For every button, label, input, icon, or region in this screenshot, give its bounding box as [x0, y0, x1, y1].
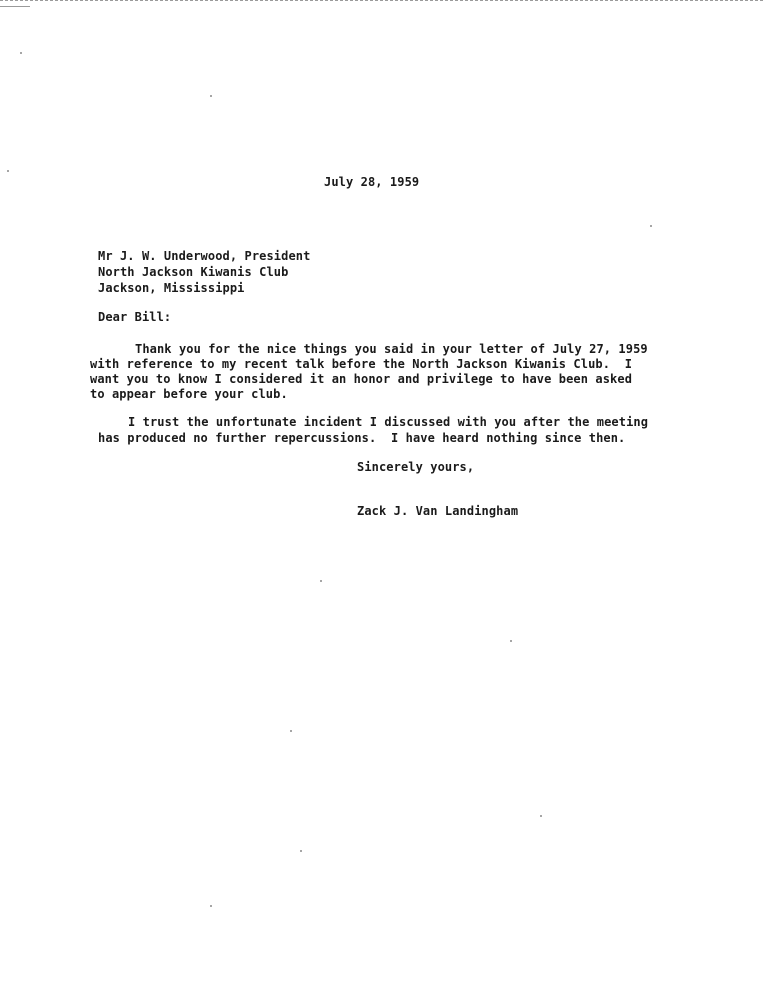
page-corner-mark	[0, 6, 30, 7]
scan-speck	[210, 905, 212, 907]
salutation: Dear Bill:	[98, 310, 172, 324]
body-paragraph-1-line: Thank you for the nice things you said in your letter of July 27, 1959	[135, 342, 648, 356]
scan-speck	[320, 580, 322, 582]
body-paragraph-1-line: to appear before your club.	[90, 387, 288, 401]
page-top-edge	[0, 0, 763, 5]
complimentary-closing: Sincerely yours,	[357, 460, 475, 474]
body-paragraph-1-line: want you to know I considered it an honor and privilege to have been asked	[90, 372, 633, 386]
recipient-city: Jackson, Mississippi	[98, 281, 245, 295]
body-paragraph-2-line: has produced no further repercussions. I have heard nothing since then.	[98, 431, 626, 445]
signature-name: Zack J. Van Landingham	[357, 504, 519, 518]
scan-speck	[290, 730, 292, 732]
scan-speck	[20, 52, 22, 54]
body-paragraph-2-line: I trust the unfortunate incident I discussed with you after the meeting	[128, 415, 649, 429]
scan-speck	[540, 815, 542, 817]
recipient-organization: North Jackson Kiwanis Club	[98, 265, 289, 279]
scan-speck	[510, 640, 512, 642]
scan-speck	[300, 850, 302, 852]
scan-speck	[210, 95, 212, 97]
letter-date: July 28, 1959	[324, 175, 420, 189]
body-paragraph-1-line: with reference to my recent talk before the North Jackson Kiwanis Club. I	[90, 357, 633, 371]
scan-speck	[650, 225, 652, 227]
recipient-name: Mr J. W. Underwood, President	[98, 249, 311, 263]
scan-speck	[7, 170, 9, 172]
